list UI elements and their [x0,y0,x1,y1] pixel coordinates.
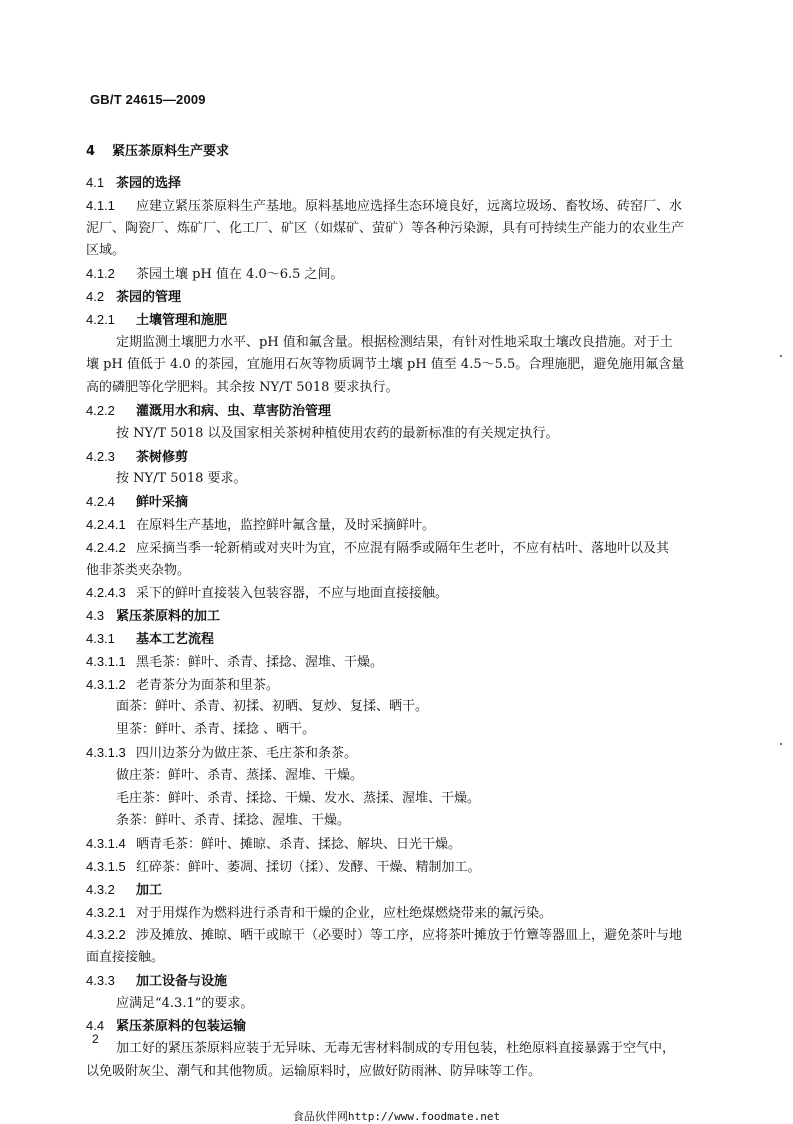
heading-text: 鲜叶采摘 [136,495,189,511]
section-heading [86,1015,708,1038]
clause-text: 按 NY/T 5018 要求。 [116,471,247,487]
section-title [86,140,229,159]
heading-text: 基本工艺流程 [136,631,215,647]
paragraph-line [86,1038,708,1061]
paragraph-line [86,765,708,788]
section-heading [86,286,708,309]
section-heading [86,172,708,195]
paragraph-line [86,240,708,263]
paragraph-line [86,1061,708,1084]
paragraph-line [86,719,708,742]
section-number: 4 [86,144,96,159]
clause-text: 应建立紧压茶原料生产基地。原料基地应选择生态环境良好，远离垃圾场、畜牧场、砖窑厂、水 [136,198,683,214]
paragraph-line [86,468,708,491]
paragraph-line [86,377,708,400]
clause-text: 壤 pH 值低于 4.0 的茶园，宜施用石灰等物质调节土壤 pH 值至 4.5～5.5。合理施肥，避免施用氟含量 [86,357,685,373]
clause-text: 里茶：鲜叶、杀青、揉捻 、晒干。 [116,722,316,738]
clause-number: 4.3 [86,608,105,624]
clause-text: 面茶：鲜叶、杀青、初揉、初晒、复炒、复揉、晒干。 [116,699,429,715]
clause-number: 4.3.2.2 [86,927,126,943]
section-title-text: 紧压茶原料生产要求 [112,144,230,159]
paragraph-line [86,651,708,674]
clause-number: 4.2.1 [86,311,115,327]
clause-number: 4.3.2 [86,881,115,897]
paragraph-line [86,537,708,560]
paragraph-line [86,582,708,605]
heading-text: 土壤管理和施肥 [136,312,228,328]
clause-text: 应采摘当季一轮新梢或对夹叶为宜，不应混有隔季或隔年生老叶，不应有枯叶、落地叶以及其 [136,540,670,556]
clause-number: 4.3.1.4 [86,836,126,852]
clause-number: 4.3.1.3 [86,744,126,760]
section-heading [86,628,708,651]
clause-number: 4.1.1 [86,197,115,213]
clause-text: 毛庄茶：鲜叶、杀青、揉捻、干燥、发水、蒸揉、渥堆、干燥。 [116,790,481,806]
page-number: 2 [92,1032,99,1046]
clause-text: 对于用煤作为燃料进行杀青和干燥的企业，应杜绝煤燃烧带来的氟污染。 [136,905,553,921]
section-heading [86,605,708,628]
scan-speck [780,743,782,745]
paragraph-line [86,788,708,811]
clause-text: 老青茶分为面茶和里茶。 [136,677,280,693]
clause-number: 4.2.4 [86,494,115,510]
heading-text: 茶园的管理 [116,289,182,305]
clause-number: 4.3.1 [86,630,115,646]
clause-number: 4.2.4.1 [86,516,126,532]
clause-text: 在原料生产基地，监控鲜叶氟含量，及时采摘鲜叶。 [136,517,436,533]
heading-text: 加工 [136,882,163,898]
clause-number: 4.1.2 [86,266,115,282]
section-heading [86,309,708,332]
paragraph-line [86,218,708,241]
footer-watermark: 食品伙伴网http://www.foodmate.net [292,1110,501,1123]
clause-number: 4.1 [86,175,105,190]
clause-text: 他非茶类夹杂物。 [86,562,191,578]
section-heading [86,491,708,514]
clause-text: 做庄茶：鲜叶、杀青、蒸揉、渥堆、干燥。 [116,767,364,783]
paragraph-line [86,514,708,537]
clause-number: 4.4 [86,1018,105,1034]
clause-text: 四川边茶分为做庄茶、毛庄茶和条茶。 [136,745,358,761]
section-heading [86,879,708,902]
heading-text: 茶园的选择 [116,176,182,191]
clause-text: 晒青毛茶：鲜叶、摊晾、杀青、揉捻、解块、日光干燥。 [136,837,462,853]
paragraph-line [86,902,708,925]
clause-text: 按 NY/T 5018 以及国家相关茶树种植使用农药的最新标准的有关规定执行。 [116,425,559,441]
document-body [86,172,708,1084]
heading-text: 茶树修剪 [136,449,189,465]
clause-text: 红碎茶：鲜叶、萎凋、揉切（揉）、发酵、干燥、精制加工。 [136,859,481,875]
clause-number: 4.2 [86,288,105,304]
clause-number: 4.2.4.3 [86,585,126,601]
clause-number: 4.2.3 [86,448,115,464]
clause-text: 采下的鲜叶直接装入包装容器，不应与地面直接接触。 [136,586,449,602]
paragraph-line [86,856,708,879]
paragraph-line [86,742,708,765]
clause-number: 4.3.1.5 [86,858,126,874]
clause-number: 4.3.3 [86,972,115,988]
paragraph-line [86,924,708,947]
paragraph-line [86,696,708,719]
paragraph-line [86,195,708,218]
heading-text: 加工设备与设施 [136,973,228,989]
paragraph-line [86,263,708,286]
clause-text: 面直接接触。 [86,950,165,966]
paragraph-line [86,423,708,446]
clause-text: 区域。 [86,243,126,259]
scan-speck [780,355,782,357]
heading-text: 紧压茶原料的加工 [116,609,221,625]
clause-text: 定期监测土壤肥力水平、pH 值和氟含量。根据检测结果，有针对性地采取土壤改良措施。对于土 [116,334,673,350]
paragraph-line [86,810,708,833]
clause-number: 4.3.1.2 [86,676,126,692]
clause-text: 加工好的紧压茶原料应装于无异味、无毒无害材料制成的专用包装，杜绝原料直接暴露于空气中， [116,1041,676,1057]
clause-number: 4.3.1.1 [86,653,126,669]
clause-text: 泥厂、陶瓷厂、炼矿厂、化工厂、矿区（如煤矿、萤矿）等各种污染源，具有可持续生产能力的农业生产 [86,220,685,236]
clause-text: 条茶：鲜叶、杀青、揉捻、渥堆、干燥。 [116,813,351,829]
paragraph-line [86,332,708,355]
section-heading [86,400,708,423]
paragraph-line [86,947,708,970]
heading-text: 灌溉用水和病、虫、草害防治管理 [136,403,332,419]
paragraph-line [86,560,708,583]
clause-number: 4.3.2.1 [86,904,126,920]
paragraph-line [86,993,708,1016]
clause-text: 茶园土壤 pH 值在 4.0～6.5 之间。 [136,267,344,283]
clause-text: 高的磷肥等化学肥料。其余按 NY/T 5018 要求执行。 [86,380,399,396]
clause-number: 4.2.4.2 [86,539,126,555]
clause-text: 黑毛茶：鲜叶、杀青、揉捻、渥堆、干燥。 [136,654,384,670]
section-heading [86,970,708,993]
standard-code-header: GB/T 24615—2009 [90,92,206,107]
clause-text: 应满足“4.3.1”的要求。 [116,995,254,1011]
heading-text: 紧压茶原料的包装运输 [116,1019,247,1035]
paragraph-line [86,833,708,856]
clause-text: 涉及摊放、摊晾、晒干或晾干（必要时）等工序，应将茶叶摊放于竹簟等器皿上，避免茶叶与地 [136,928,683,944]
clause-number: 4.2.2 [86,402,115,418]
paragraph-line [86,354,708,377]
section-heading [86,446,708,469]
paragraph-line [86,674,708,697]
clause-text: 以免吸附灰尘、潮气和其他物质。运输原料时，应做好防雨淋、防异味等工作。 [86,1064,542,1080]
